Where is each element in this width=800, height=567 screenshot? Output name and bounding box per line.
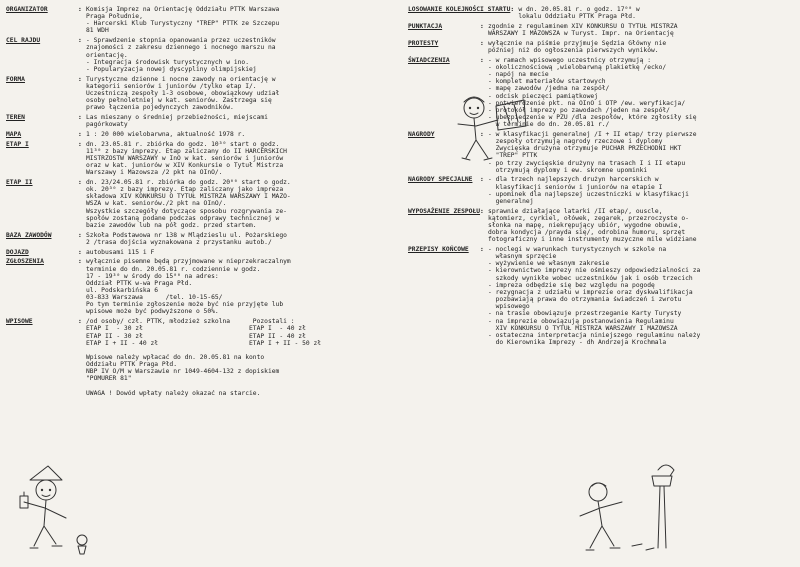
section-body <box>488 57 796 129</box>
section-line: fotograficzny i inne instrumenty muzyczne mile widziane <box>488 236 697 244</box>
section-label: DOJAZD <box>6 248 29 256</box>
section-line: - upominek dla najlepszej uczestniczki w klasyfikacji <box>488 190 689 198</box>
section-line: - ubezpieczenie w PZU /dla zespołów, które zgłosiły się <box>488 113 697 121</box>
section-line: - Popularyzacja nowej dyscypliny olimpijskiej <box>86 65 257 73</box>
section-body <box>86 179 398 229</box>
label-colon: : <box>78 6 82 13</box>
section-line: osoby pełnoletniej w kat. seniorów. Zastrzega się <box>86 97 272 105</box>
section-body <box>86 76 398 112</box>
section-line: Zwycięska drużyna otrzymuje PUCHAR PRZECHODNI HKT <box>488 145 682 153</box>
left-section <box>6 131 398 138</box>
label-colon: : <box>78 113 82 121</box>
section-label: ETAP I <box>6 140 29 148</box>
section-line: oraz w kat. juniorów w XIV Konkursie o Tytuł Mistrza <box>86 162 284 170</box>
section-body <box>86 114 398 128</box>
section-line: - Sprawdzenie stopnia opanowania przez uczestników <box>86 37 276 45</box>
right-section <box>408 246 796 346</box>
left-section <box>6 249 398 256</box>
section-line: Oddział PTTK w-wa Praga Płd. <box>86 279 193 287</box>
section-line: - ostateczna interpretacja niniejszego regulaminu należy <box>488 331 701 339</box>
label-colon: : <box>78 258 82 266</box>
section-line: - impreza odbędzie się bez względu na pogodę <box>488 281 655 289</box>
section-line: w dn. 20.05.81 r. o godz. 17⁰⁰ w <box>518 6 640 13</box>
section-line: Turystyczne dzienne i nocne zawody na orientację w <box>86 75 276 83</box>
section-body <box>488 208 796 244</box>
section-label: ETAP II <box>6 179 33 186</box>
section-line: do Kierownika Imprezy - dh Andrzeja Krochmala <box>488 339 667 347</box>
section-line: - rezygnacja z udziału w imprezie oraz dyskwalifikacja <box>488 288 693 296</box>
section-line: WARSZAWY I MAZOWSZA w Turyst. Impr. na Orientację <box>488 30 674 38</box>
right-section <box>408 40 796 54</box>
section-line: ETAP I - 30 zł ETAP I - 40 zł <box>86 325 306 333</box>
right-section <box>408 23 796 37</box>
section-line: "POMURER 81" <box>86 375 132 383</box>
section-line: wpisowe może być podwyższone o 50%. <box>86 308 219 316</box>
section-body <box>86 131 398 138</box>
section-line: dn. 23/24.05.81 r. zbiórka do godz. 20⁰⁰ start o godz. <box>86 179 291 186</box>
section-line: - napój na mecie <box>488 71 549 79</box>
section-line: Szkoła Podstawowa nr 138 w Mlądzieslu ul. Pożarskiego <box>86 231 287 239</box>
section-line: Po tym terminie zgłoszenie może być nie przyjęte lub <box>86 301 284 309</box>
section-line: ETAP I + II - 40 zł ETAP I + II - 50 zł <box>86 339 322 347</box>
section-line: Komisja Imprez na Orientację Oddziału PTTK Warszawa <box>86 6 280 13</box>
section-line: składowa XIV KONKURSU O TYTUŁ MISTRZA WARSZAWY I MAZO- <box>86 193 291 201</box>
label-colon: : <box>480 56 484 64</box>
section-line: szkody wynikłe wobec uczestników jak i osób trzecich <box>488 274 693 282</box>
section-line: Las mieszany o średniej przebieżności, miejscami <box>86 113 268 121</box>
section-line: pagórkowaty <box>86 121 128 129</box>
section-line: znajomości z zakresu dziennego i nocnego marszu na <box>86 44 276 52</box>
section-line: 03-833 Warszawa /tel. 10-15-65/ <box>86 294 223 302</box>
section-line: dn. 23.05.81 r. zbiórka do godz. 10³⁰ start o godz. <box>86 140 280 148</box>
section-label: WYPOSAŻENIE ZESPOŁU <box>408 207 481 215</box>
section-line: ul. Podskarbińska 6 <box>86 286 159 294</box>
section-line: - mapę zawodów /jedna na zespół/ <box>488 85 610 93</box>
section-line: Uczestniczą zespoły 1-3 osobowe, obowiązkowy udział <box>86 89 280 97</box>
section-line: lokalu Oddziału PTTK Praga Płd. <box>518 13 636 21</box>
section-label: ORGANIZATOR <box>6 6 48 13</box>
section-body <box>488 131 796 174</box>
label-colon: : <box>78 130 82 138</box>
section-line: zespoły otrzymują nagrody rzeczowe i dyplomy <box>488 138 663 146</box>
section-line: - wyżywienie we własnym zakresie <box>488 260 610 268</box>
section-body <box>518 6 796 20</box>
label-colon: : <box>510 6 515 13</box>
section-line: wpisowego <box>488 303 530 311</box>
signpost-illustration <box>562 456 682 560</box>
label-colon: : <box>480 176 484 184</box>
section-label: TEREN <box>6 113 25 121</box>
section-label: NAGRODY <box>408 130 435 138</box>
section-body <box>86 37 398 73</box>
section-line: ok. 20³⁰ z bazy imprezy. Etap zaliczany jako impreza <box>86 186 284 194</box>
left-section <box>6 37 398 73</box>
section-line: pozbawiają prawa do otrzymania świadczeń i zwrotu <box>488 296 682 304</box>
section-label: ŚWIADCZENIA <box>408 56 450 64</box>
label-colon: : <box>480 130 484 138</box>
section-body <box>488 23 796 37</box>
section-line: - w klasyfikacji generalnej /I + II etap/ trzy pierwsze <box>488 130 697 138</box>
label-colon: : <box>480 39 484 47</box>
section-line: sprawnie działające latarki /II etap/, ouscle, <box>488 207 663 215</box>
label-colon: : <box>78 231 82 239</box>
section-line: Praga Południe, <box>86 13 143 21</box>
section-line: - na trasie obowiązuje przestrzeganie Karty Turysty <box>488 310 682 318</box>
section-body <box>488 40 796 54</box>
section-line: - w ramach wpisowego uczestnicy otrzymują : <box>488 56 652 64</box>
section-line: - Integracja środowisk turystycznych w ino. <box>86 58 250 66</box>
section-line: otrzymują dyplomy i ew. skromne upominki <box>488 166 648 174</box>
section-label: PUNKTACJA <box>408 22 443 30</box>
section-label: FORMA <box>6 75 25 83</box>
section-line: - kierownictwo imprezy nie ośmieszy odpowiedzialności za <box>488 267 701 275</box>
label-colon: : <box>78 37 82 45</box>
section-line: 81 WDH <box>86 27 109 35</box>
section-line: MISTRZOSTW WARSZAWY w InO w kat. seniorów i juniorów <box>86 154 284 162</box>
section-label: WPISOWE <box>6 318 33 326</box>
section-line: 2 /trasa dojścia wyznakowana z przystanku autob./ <box>86 238 272 246</box>
section-body <box>86 258 398 315</box>
section-line: NBP IV O/M w Warszawie nr 1049-4604-132 z dopiskiem <box>86 368 280 376</box>
left-section <box>6 76 398 112</box>
section-line: prawo łączenia pojedynczych zawodników. <box>86 104 234 112</box>
section-line: WSZA w kat. seniorów./2 pkt na OInO/. <box>86 200 227 208</box>
label-colon: : <box>480 207 484 215</box>
left-section <box>6 318 398 397</box>
section-line: wyłącznie na piśmie przyjmuje Sędzia Główny nie <box>488 39 667 47</box>
section-line: społów zostaną podane podczas odprawy technicznej w <box>86 214 280 222</box>
section-line <box>86 383 398 390</box>
section-body <box>86 318 398 397</box>
section-line: Wpisowe należy wpłacać do dn. 20.05.81 na konto <box>86 353 265 361</box>
section-body <box>86 141 398 177</box>
section-line: Warszawy i Mazowsza /2 pkt na OInO/. <box>86 169 223 177</box>
left-section <box>6 114 398 128</box>
left-section <box>6 232 398 246</box>
section-line: dobra kondycja /prayda się/, odrobina humoru, sprzęt <box>488 229 686 237</box>
section-line: Oddziału PTTK Praga Płd. <box>86 361 177 369</box>
section-line: Wszystkie szczegóły dotyczące sposobu rozgrywania ze- <box>86 207 287 215</box>
section-line: UWAGA ! Dowód wpłaty należy okazać na starcie. <box>86 389 261 397</box>
left-section <box>6 179 398 229</box>
section-label: MAPA <box>6 130 22 138</box>
section-body <box>86 232 398 246</box>
section-label: CEL RAJDU <box>6 37 41 45</box>
section-line: terminie do dn. 20.05.81 r. codziennie w godz. <box>86 265 261 273</box>
section-line: klasyfikacji seniorów i juniorów na etapie I <box>488 183 663 191</box>
section-line: 1 : 20 000 wielobarwna, aktualność 1978 r. <box>86 130 246 138</box>
label-colon: : <box>78 179 82 186</box>
section-line: kątomierz, cyrkiel, ołówek, zegarek, przezroczyste o- <box>488 214 689 222</box>
section-line: 17 - 19³⁰ w środy do 15⁰⁰ na adres: <box>86 272 219 280</box>
label-colon: : <box>78 140 82 148</box>
left-column <box>6 6 398 400</box>
section-label: PROTESTY <box>408 39 439 47</box>
section-line: - na imprezie obowiązują postanowienia Regulaminu <box>488 317 674 325</box>
section-line: ETAP II - 30 zł ETAP II - 40 zł <box>86 332 306 340</box>
section-line: - okolicznościową ,wielobarwną plakietkę /ecko/ <box>488 63 667 71</box>
section-line: XIV KONKURSU O TYTUŁ MISTRZA WARSZAWY I MAZOWSZA <box>488 324 678 332</box>
right-section <box>408 176 796 205</box>
section-line: wyłącznie pisemne będą przyjmowane w nieprzekraczalnym <box>86 258 291 266</box>
section-body <box>86 249 398 256</box>
scout-illustration <box>12 462 112 558</box>
section-line: - Harcerski Klub Turystyczny "TREP" PTTK ze Szczepu <box>86 20 280 28</box>
section-line: generalnej <box>488 197 534 205</box>
right-column <box>408 6 796 349</box>
section-line: w terminie do dn. 20.05.81 r./ <box>488 121 610 129</box>
section-line: - po trzy zwycięskie drużyny na trasach I i II etapu <box>488 159 686 167</box>
section-label: LOSOWANIE KOLEJNOŚCI STARTU <box>408 6 511 13</box>
section-label: NAGRODY SPECJALNE <box>408 176 473 184</box>
section-label: ZGŁOSZENIA <box>6 258 44 266</box>
label-colon: : <box>78 248 82 256</box>
section-body <box>488 246 796 346</box>
section-line: - noclegi w warunkach turystycznych w szkole na <box>488 246 667 253</box>
label-colon: : <box>480 22 484 30</box>
section-line: 11³⁰ z bazy imprezy. Etap zaliczany do II HARCERSKICH <box>86 147 287 155</box>
section-line: orientację. <box>86 51 128 59</box>
section-line: kategorii seniorów i juniorów /tylko etap I/. <box>86 82 257 90</box>
section-line: słonka na mapę, niekrępujący ubiór, wygodne obuwie, <box>488 221 682 229</box>
label-colon: : <box>480 246 484 253</box>
section-line: - komplet materiałów startowych <box>488 78 606 86</box>
section-line: własnym sprzęcie <box>488 253 557 261</box>
hiker-illustration <box>452 86 534 166</box>
section-line: /od osoby/ czł. PTTK, młodzież szkolna Pozostali : <box>86 318 295 326</box>
section-label: PRZEPISY KOŃCOWE <box>408 246 469 253</box>
section-line: autobusami 115 i F <box>86 248 155 256</box>
section-line: - odcisk pieczęci pamiątkowej <box>488 92 598 100</box>
left-section <box>6 6 398 35</box>
label-colon: : <box>78 75 82 83</box>
section-line: bazie zawodów lub na pół godz. przed startem. <box>86 221 257 229</box>
label-colon: : <box>78 318 82 326</box>
section-body <box>86 6 398 35</box>
section-line: - dla trzech najlepszych drużyn harcerskich w <box>488 176 659 184</box>
right-section <box>408 208 796 244</box>
left-section <box>6 141 398 177</box>
section-line: później niż do ogłoszenia pierwszych wyników. <box>488 46 659 54</box>
section-line: "TREP" PTTK <box>488 152 538 160</box>
section-line: zgodnie z regulaminem XIV KONKURSU O TYTUŁ MISTRZA <box>488 22 678 30</box>
left-section <box>6 258 398 315</box>
right-section <box>408 6 796 20</box>
section-line: - potwierdzenie pkt. na OInO i OTP /ew. weryfikacja/ <box>488 99 686 107</box>
section-line <box>86 347 398 354</box>
section-body <box>488 176 796 205</box>
section-line: - protokół imprezy po zawodach /jeden na zespół/ <box>488 106 670 114</box>
section-label: BAZA ZAWODÓW <box>6 231 52 239</box>
